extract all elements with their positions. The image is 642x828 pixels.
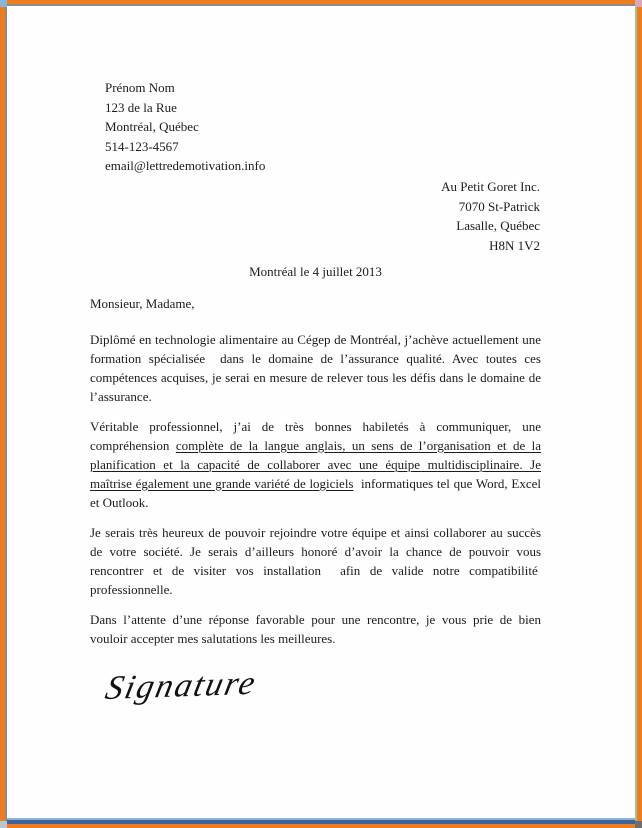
sender-phone: 514-123-4567 (105, 138, 179, 154)
selection-handle-bottom-left (0, 821, 7, 828)
recipient-postal-code: H8N 1V2 (489, 237, 540, 253)
sender-email: email@lettredemotivation.info (105, 158, 266, 173)
sender-street: 123 de la Rue (105, 99, 177, 115)
selection-handle-top-left (0, 0, 7, 7)
selection-handle-top-right (635, 0, 642, 7)
paragraph-2-tail: informatiques tel que Word, Excel et Outlook. (90, 475, 541, 510)
handwritten-signature: Signature (102, 664, 261, 707)
sender-name: Prénom Nom (105, 80, 175, 95)
paragraph-2 (90, 417, 541, 512)
paragraph-1: Diplômé en technologie alimentaire au Cégep de Montréal, j’achève actuellement une formation spécialisée dans le domaine de l’assurance qualité. Avec toutes ces compétences acquises, je serai en mesure de relever tous les défis dans le domaine de l’assurance. (90, 331, 541, 404)
sender-city: Montréal, Québec (105, 119, 199, 134)
recipient-company: Au Petit Goret Inc. (441, 179, 540, 194)
letter-body (90, 294, 542, 707)
paragraph-2-underlined-text: complète de la langue anglais, un sens de l’organisation et de la planification et la capacité de collaborer avec une équipe multidisciplinaire. Je maîtrise également une grande variété de logiciels (90, 437, 542, 491)
recipient-block (90, 177, 540, 255)
page-inner-frame (5, 4, 637, 824)
sender-block (105, 78, 265, 176)
selection-handle-bottom-right (635, 821, 642, 828)
date-line: Montréal le 4 juillet 2013 (249, 264, 382, 279)
salutation: Monsieur, Madame, (90, 296, 195, 311)
paragraph-4: Dans l’attente d’une réponse favorable pour une rencontre, je vous prie de bien vouloir accepter mes salutations les meilleures. (90, 611, 541, 646)
letter-content (90, 6, 541, 820)
paragraph-2-lead: Véritable professionnel, j’ai de très bonnes habiletés à communiquer, une compréhension (90, 418, 541, 453)
recipient-street: 7070 St-Patrick (458, 198, 540, 214)
recipient-city: Lasalle, Québec (456, 218, 540, 233)
paragraph-3: Je serais très heureux de pouvoir rejoindre votre équipe et ainsi collaborer au succès de votre société. Je serais d’ailleurs honoré d’avoir la chance de pouvoir vous rencontrer et de visiter vos installation afin de valide notre compatibilité professionnelle. (90, 524, 541, 597)
